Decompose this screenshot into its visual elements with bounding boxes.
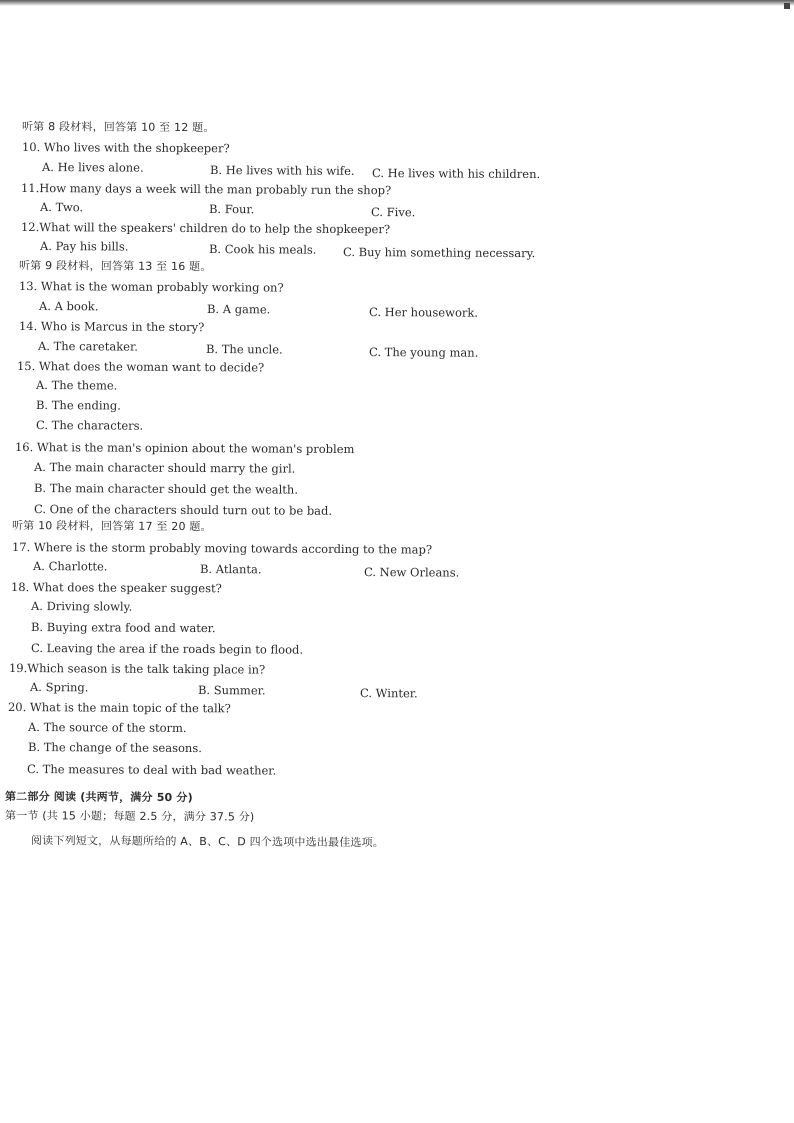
question-14: 14. Who is Marcus in the story? <box>18 319 205 335</box>
q20-option-b: B. The change of the seasons. <box>27 740 202 756</box>
q13-option-a: A. A book. <box>38 299 99 314</box>
q11-option-a: A. Two. <box>39 200 84 215</box>
scan-top-edge <box>0 0 794 6</box>
question-11: 11.How many days a week will the man probably run the shop? <box>20 181 392 198</box>
q19-option-a: A. Spring. <box>29 680 89 695</box>
question-16: 16. What is the man's opinion about the woman's problem <box>14 440 355 457</box>
part-2-title: 第二部分 阅读 (共两节，满分 50 分) <box>4 790 193 805</box>
q12-option-b: B. Cook his meals. <box>208 242 317 257</box>
q15-option-c: C. The characters. <box>35 418 144 433</box>
scan-corner-mark <box>784 3 790 9</box>
q11-option-c: C. Five. <box>370 205 416 220</box>
q10-option-c: C. He lives with his children. <box>371 166 541 182</box>
q19-option-b: B. Summer. <box>197 683 266 698</box>
question-12: 12.What will the speakers' children do to help the shopkeeper? <box>20 220 391 237</box>
q16-option-b: B. The main character should get the wealth. <box>33 481 299 497</box>
question-19: 19.Which season is the talk taking place in? <box>8 661 266 677</box>
q14-option-b: B. The uncle. <box>205 342 283 357</box>
q11-option-b: B. Four. <box>208 202 255 217</box>
q10-option-b: B. He lives with his wife. <box>209 163 355 178</box>
q17-option-b: B. Atlanta. <box>199 562 262 577</box>
q19-option-c: C. Winter. <box>359 686 418 701</box>
question-10: 10. Who lives with the shopkeeper? <box>21 140 230 156</box>
q18-option-a: A. Driving slowly. <box>30 599 133 614</box>
question-18: 18. What does the speaker suggest? <box>10 580 222 596</box>
q15-option-b: B. The ending. <box>35 398 122 413</box>
q16-option-a: A. The main character should marry the girl. <box>33 460 296 476</box>
q16-option-c: C. One of the characters should turn out to be bad. <box>33 502 333 518</box>
q13-option-c: C. Her housework. <box>368 305 479 320</box>
question-15: 15. What does the woman want to decide? <box>16 359 265 375</box>
q18-option-c: C. Leaving the area if the roads begin to flood. <box>30 641 304 657</box>
q14-option-a: A. The caretaker. <box>37 339 138 354</box>
question-13: 13. What is the woman probably working on? <box>18 279 284 295</box>
q18-option-b: B. Buying extra food and water. <box>30 620 216 636</box>
section-8-header: 听第 8 段材料，回答第 10 至 12 题。 <box>21 120 215 135</box>
q12-option-c: C. Buy him something necessary. <box>342 245 536 261</box>
part-2-instructions: 阅读下列短文，从每题所给的 A、B、C、D 四个选项中选出最佳选项。 <box>30 834 385 850</box>
section-10-header: 听第 10 段材料，回答第 17 至 20 题。 <box>11 519 212 534</box>
q13-option-b: B. A game. <box>206 302 271 317</box>
part-2-section-1: 第一节 (共 15 小题；每题 2.5 分，满分 37.5 分) <box>4 809 255 824</box>
q17-option-c: C. New Orleans. <box>363 565 460 580</box>
question-17: 17. Where is the storm probably moving towards according to the map? <box>11 540 433 557</box>
q20-option-c: C. The measures to deal with bad weather. <box>26 762 277 778</box>
q10-option-a: A. He lives alone. <box>41 160 144 175</box>
q17-option-a: A. Charlotte. <box>32 559 108 574</box>
q20-option-a: A. The source of the storm. <box>27 720 187 735</box>
q15-option-a: A. The theme. <box>35 378 118 393</box>
question-20: 20. What is the main topic of the talk? <box>7 700 231 716</box>
q12-option-a: A. Pay his bills. <box>39 239 129 254</box>
section-9-header: 听第 9 段材料，回答第 13 至 16 题。 <box>18 259 212 274</box>
q14-option-c: C. The young man. <box>368 345 479 360</box>
